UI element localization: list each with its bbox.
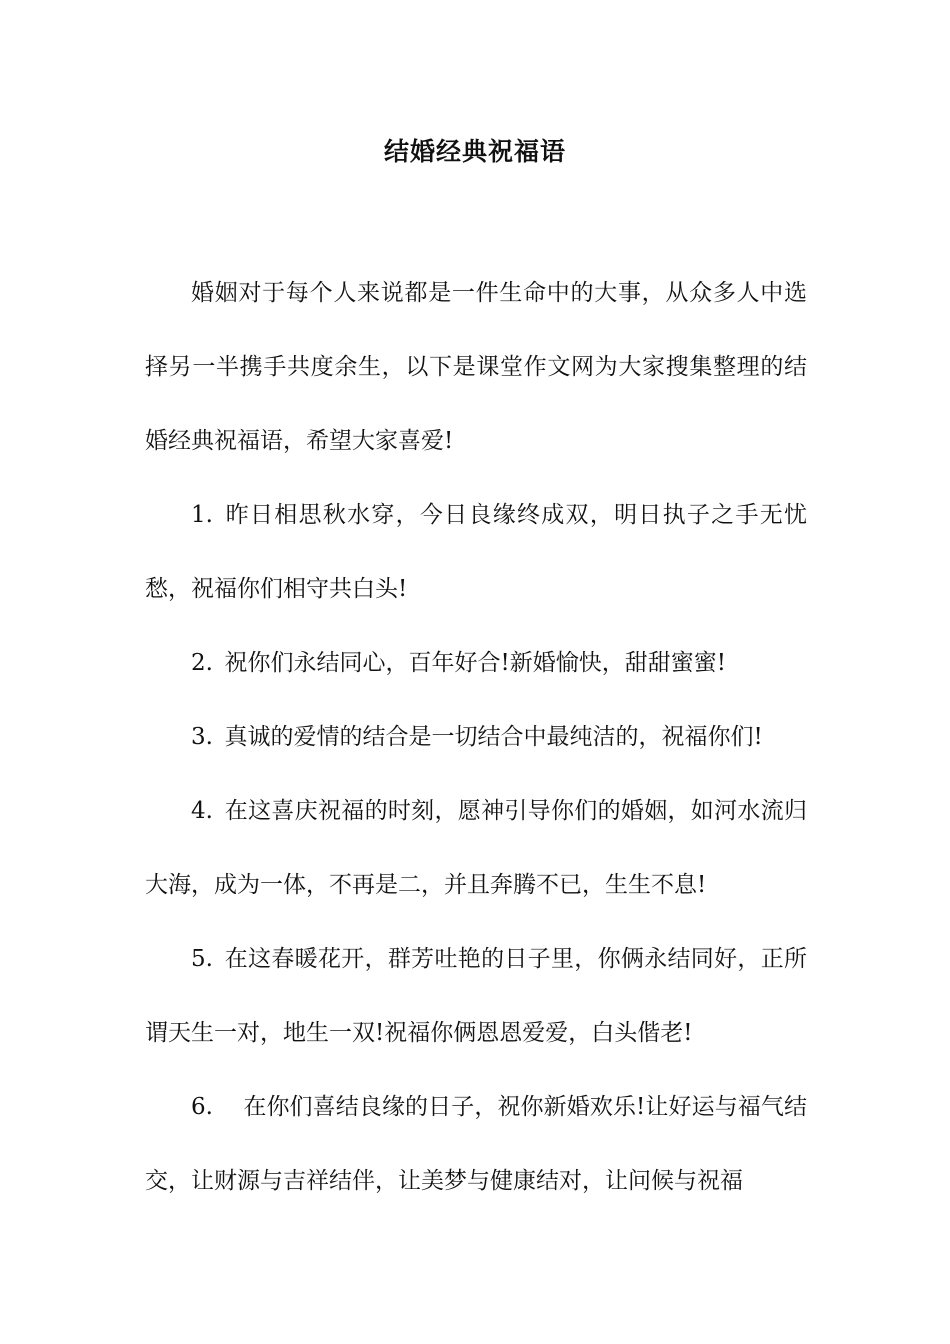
item-text: 在这喜庆祝福的时刻，愿神引导你们的婚姻，如河水流归大海，成为一体，不再是二，并且奔腾不已，生生不息!: [145, 798, 807, 898]
item-number: 3.: [191, 724, 213, 750]
item-text: 在你们喜结良缘的日子，祝你新婚欢乐!让好运与福气结交，让财源与吉祥结伴，让美梦与健康结对，让问候与祝福: [145, 1094, 807, 1194]
item-text: 祝你们永结同心，百年好合!新婚愉快，甜甜蜜蜜!: [224, 650, 726, 676]
document-title: 结婚经典祝福语: [383, 137, 566, 166]
item-number: 5.: [191, 946, 213, 972]
blessing-item-4: [145, 774, 807, 922]
blessing-item-2: [145, 626, 807, 700]
blessing-item-6: [145, 1070, 807, 1218]
item-text: 在这春暖花开，群芳吐艳的日子里，你俩永结同好，正所谓天生一对，地生一双!祝福你俩恩恩爱爱，白头偕老!: [145, 946, 807, 1046]
intro-paragraph: 婚姻对于每个人来说都是一件生命中的大事，从众多人中选择另一半携手共度余生，以下是课堂作文网为大家搜集整理的结婚经典祝福语，希望大家喜爱!: [145, 280, 807, 454]
item-number: 6.: [191, 1094, 213, 1120]
document-body: [145, 256, 807, 1218]
item-number: 1.: [191, 502, 213, 528]
blessing-item-1: [145, 478, 807, 626]
blessing-item-5: [145, 922, 807, 1070]
item-number: 4.: [191, 798, 213, 824]
item-text: 真诚的爱情的结合是一切结合中最纯洁的，祝福你们!: [224, 724, 763, 750]
item-text: 昨日相思秋水穿，今日良缘终成双，明日执子之手无忧愁，祝福你们相守共白头!: [145, 502, 807, 602]
item-number: 2.: [191, 650, 213, 676]
blessing-item-3: [145, 700, 807, 774]
